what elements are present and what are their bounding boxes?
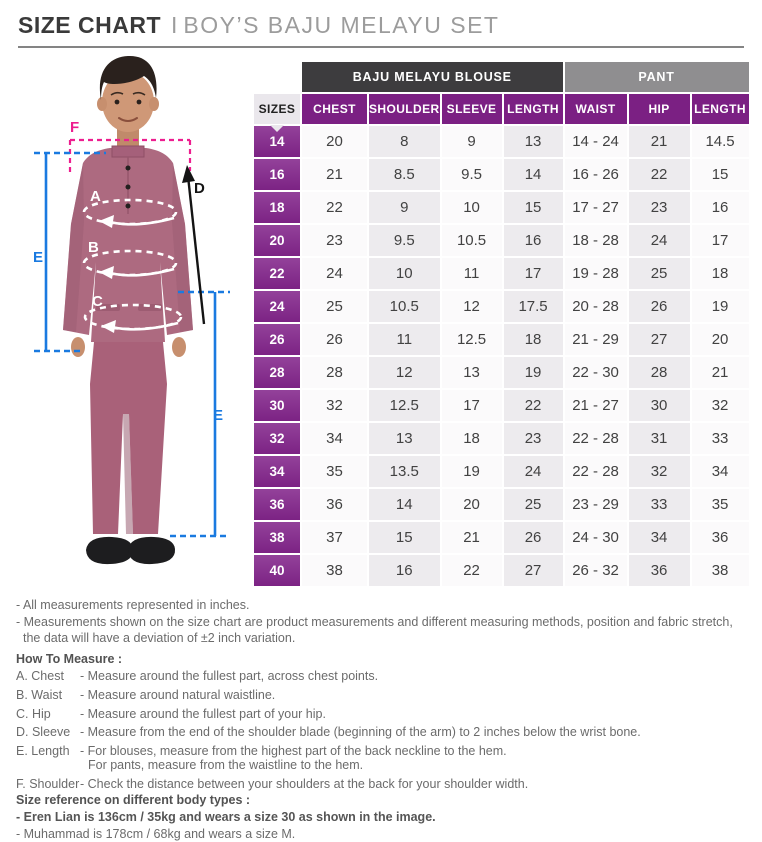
measure-item-label: B. Waist bbox=[16, 687, 63, 702]
value-cell: 23 bbox=[302, 225, 367, 256]
size-reference-line: - Eren Lian is 136cm / 35kg and wears a size 30 as shown in the image. bbox=[16, 809, 436, 824]
value-cell: 18 bbox=[504, 324, 563, 355]
value-cell: 23 bbox=[629, 192, 690, 223]
group-header-spacer bbox=[254, 62, 300, 92]
value-cell: 27 bbox=[629, 324, 690, 355]
shoulder-label: F bbox=[70, 119, 80, 136]
value-cell: 16 - 26 bbox=[565, 159, 627, 190]
value-cell: 32 bbox=[302, 390, 367, 421]
value-cell: 12 bbox=[369, 357, 440, 388]
size-reference-line: - Muhammad is 178cm / 68kg and wears a size M. bbox=[16, 826, 296, 841]
size-table-body bbox=[254, 126, 749, 586]
measure-item bbox=[16, 689, 758, 703]
value-cell: 21 bbox=[302, 159, 367, 190]
hand-right bbox=[172, 337, 186, 357]
column-header: LENGTH bbox=[504, 94, 563, 124]
size-cell: 20 bbox=[254, 225, 300, 256]
value-cell: 21 bbox=[692, 357, 749, 388]
column-header: WAIST bbox=[565, 94, 627, 124]
collar bbox=[112, 146, 144, 157]
table-row bbox=[254, 522, 749, 553]
value-cell: 9 bbox=[369, 192, 440, 223]
value-cell: 36 bbox=[302, 489, 367, 520]
title-main: SIZE CHART bbox=[18, 12, 161, 38]
measure-item-text: - For blouses, measure from the highest part of the back neckline to the hem. For pants, measure from the waistline to the hem. bbox=[80, 744, 507, 772]
value-cell: 18 bbox=[442, 423, 502, 454]
pant-length-label: E bbox=[213, 407, 224, 424]
size-cell: 32 bbox=[254, 423, 300, 454]
value-cell: 22 bbox=[504, 390, 563, 421]
value-cell: 25 bbox=[629, 258, 690, 289]
value-cell: 13 bbox=[369, 423, 440, 454]
value-cell: 26 - 32 bbox=[565, 555, 627, 586]
group-header-pant: PANT bbox=[565, 62, 749, 92]
value-cell: 17.5 bbox=[504, 291, 563, 322]
table-row bbox=[254, 258, 749, 289]
value-cell: 22 bbox=[442, 555, 502, 586]
value-cell: 32 bbox=[692, 390, 749, 421]
size-cell: 36 bbox=[254, 489, 300, 520]
size-reference-heading: Size reference on different body types : bbox=[16, 793, 251, 807]
table-row bbox=[254, 555, 749, 586]
value-cell: 16 bbox=[692, 192, 749, 223]
value-cell: 36 bbox=[629, 555, 690, 586]
value-cell: 37 bbox=[302, 522, 367, 553]
size-cell: 38 bbox=[254, 522, 300, 553]
column-header: CHEST bbox=[302, 94, 367, 124]
value-cell: 22 - 30 bbox=[565, 357, 627, 388]
table-row bbox=[254, 159, 749, 190]
value-cell: 17 bbox=[504, 258, 563, 289]
measure-item-text: - Measure around the fullest part, across chest points. bbox=[80, 669, 379, 683]
size-cell: 40 bbox=[254, 555, 300, 586]
value-cell: 25 bbox=[302, 291, 367, 322]
value-cell: 21 bbox=[442, 522, 502, 553]
column-header: LENGTH bbox=[692, 94, 749, 124]
size-table bbox=[252, 60, 751, 588]
value-cell: 21 - 27 bbox=[565, 390, 627, 421]
sleeve-label: D bbox=[194, 180, 205, 197]
title-subtitle: BOY’S BAJU MELAYU SET bbox=[183, 12, 500, 38]
value-cell: 21 bbox=[629, 126, 690, 157]
value-cell: 15 bbox=[504, 192, 563, 223]
how-to-measure-heading: How To Measure : bbox=[16, 652, 123, 666]
value-cell: 20 bbox=[302, 126, 367, 157]
measure-item-text: - Measure from the end of the shoulder blade (beginning of the arm) to 2 inches below the wrist bone. bbox=[80, 725, 641, 740]
button bbox=[126, 204, 131, 209]
value-cell: 20 bbox=[692, 324, 749, 355]
value-cell: 14 - 24 bbox=[565, 126, 627, 157]
value-cell: 31 bbox=[629, 423, 690, 454]
value-cell: 15 bbox=[369, 522, 440, 553]
blouse-length-label: E bbox=[33, 249, 44, 266]
value-cell: 24 bbox=[504, 456, 563, 487]
button bbox=[126, 185, 131, 190]
value-cell: 38 bbox=[692, 555, 749, 586]
table-row bbox=[254, 225, 749, 256]
value-cell: 19 bbox=[692, 291, 749, 322]
value-cell: 22 - 28 bbox=[565, 456, 627, 487]
measure-item bbox=[16, 745, 758, 773]
value-cell: 22 bbox=[629, 159, 690, 190]
value-cell: 23 - 29 bbox=[565, 489, 627, 520]
value-cell: 26 bbox=[629, 291, 690, 322]
value-cell: 17 - 27 bbox=[565, 192, 627, 223]
value-cell: 30 bbox=[629, 390, 690, 421]
value-cell: 17 bbox=[442, 390, 502, 421]
value-cell: 26 bbox=[302, 324, 367, 355]
group-header-row bbox=[254, 62, 749, 92]
measure-item bbox=[16, 778, 758, 792]
size-cell: 30 bbox=[254, 390, 300, 421]
shoe-right bbox=[128, 537, 175, 564]
value-cell: 8.5 bbox=[369, 159, 440, 190]
value-cell: 20 bbox=[442, 489, 502, 520]
size-cell: 34 bbox=[254, 456, 300, 487]
value-cell: 28 bbox=[629, 357, 690, 388]
how-to-measure-section bbox=[16, 652, 758, 796]
value-cell: 8 bbox=[369, 126, 440, 157]
value-cell: 16 bbox=[369, 555, 440, 586]
measure-item-label: D. Sleeve bbox=[16, 725, 71, 740]
group-header-blouse: BAJU MELAYU BLOUSE bbox=[302, 62, 563, 92]
value-cell: 9.5 bbox=[442, 159, 502, 190]
how-to-measure-list bbox=[16, 670, 758, 791]
measure-item-label: A. Chest bbox=[16, 669, 64, 683]
table-row bbox=[254, 291, 749, 322]
value-cell: 25 bbox=[504, 489, 563, 520]
measure-item-label: E. Length bbox=[16, 744, 70, 758]
value-cell: 33 bbox=[629, 489, 690, 520]
value-cell: 22 bbox=[302, 192, 367, 223]
shoe-left bbox=[86, 537, 133, 564]
value-cell: 34 bbox=[302, 423, 367, 454]
size-cell: 28 bbox=[254, 357, 300, 388]
value-cell: 20 - 28 bbox=[565, 291, 627, 322]
value-cell: 15 bbox=[692, 159, 749, 190]
value-cell: 19 bbox=[504, 357, 563, 388]
size-cell: 26 bbox=[254, 324, 300, 355]
model-figure bbox=[6, 52, 252, 598]
size-cell: 14 bbox=[254, 126, 300, 157]
size-reference-section bbox=[16, 792, 758, 842]
measure-item-label: C. Hip bbox=[16, 706, 51, 721]
value-cell: 9.5 bbox=[369, 225, 440, 256]
value-cell: 24 bbox=[302, 258, 367, 289]
value-cell: 33 bbox=[692, 423, 749, 454]
waist-label: B bbox=[88, 239, 99, 256]
value-cell: 11 bbox=[369, 324, 440, 355]
table-row bbox=[254, 390, 749, 421]
table-row bbox=[254, 489, 749, 520]
measure-item-text: - Check the distance between your shoulders at the back for your shoulder width. bbox=[80, 776, 529, 791]
value-cell: 10 bbox=[369, 258, 440, 289]
value-cell: 16 bbox=[504, 225, 563, 256]
value-cell: 24 bbox=[629, 225, 690, 256]
measure-item-label: F. Shoulder bbox=[16, 776, 80, 791]
measurement-notes bbox=[16, 597, 758, 647]
size-cell: 22 bbox=[254, 258, 300, 289]
column-header: HIP bbox=[629, 94, 690, 124]
value-cell: 10 bbox=[442, 192, 502, 223]
value-cell: 14 bbox=[369, 489, 440, 520]
size-cell: 18 bbox=[254, 192, 300, 223]
button bbox=[126, 166, 131, 171]
measure-item-text: - Measure around natural waistline. bbox=[80, 687, 276, 702]
value-cell: 18 bbox=[692, 258, 749, 289]
note-line: - All measurements represented in inches. bbox=[16, 598, 250, 612]
eye-right bbox=[137, 100, 142, 105]
value-cell: 9 bbox=[442, 126, 502, 157]
value-cell: 35 bbox=[302, 456, 367, 487]
value-cell: 13 bbox=[442, 357, 502, 388]
column-header: SLEEVE bbox=[442, 94, 502, 124]
table-row bbox=[254, 357, 749, 388]
boy-illustration bbox=[6, 52, 252, 598]
table-row bbox=[254, 324, 749, 355]
value-cell: 19 - 28 bbox=[565, 258, 627, 289]
value-cell: 14 bbox=[504, 159, 563, 190]
value-cell: 23 bbox=[504, 423, 563, 454]
ear-left bbox=[97, 97, 107, 111]
note-line: the data will have a deviation of ±2 inch variation. bbox=[23, 631, 296, 645]
title-separator: I bbox=[171, 12, 178, 38]
value-cell: 18 - 28 bbox=[565, 225, 627, 256]
value-cell: 24 - 30 bbox=[565, 522, 627, 553]
size-cell: 24 bbox=[254, 291, 300, 322]
column-header: SHOULDER bbox=[369, 94, 440, 124]
size-cell: 16 bbox=[254, 159, 300, 190]
sizes-corner-cell: SIZES bbox=[254, 94, 300, 124]
page-title bbox=[18, 12, 499, 39]
hip-label: C bbox=[92, 293, 103, 310]
value-cell: 38 bbox=[302, 555, 367, 586]
value-cell: 12.5 bbox=[442, 324, 502, 355]
measure-item bbox=[16, 670, 758, 684]
table-row bbox=[254, 423, 749, 454]
eye-left bbox=[115, 100, 120, 105]
ear-right bbox=[149, 97, 159, 111]
value-cell: 12.5 bbox=[369, 390, 440, 421]
value-cell: 27 bbox=[504, 555, 563, 586]
value-cell: 11 bbox=[442, 258, 502, 289]
measure-item bbox=[16, 708, 758, 722]
value-cell: 32 bbox=[629, 456, 690, 487]
value-cell: 17 bbox=[692, 225, 749, 256]
measure-item bbox=[16, 726, 758, 740]
size-table-container bbox=[252, 60, 751, 588]
value-cell: 21 - 29 bbox=[565, 324, 627, 355]
value-cell: 35 bbox=[692, 489, 749, 520]
value-cell: 34 bbox=[692, 456, 749, 487]
table-row bbox=[254, 456, 749, 487]
measure-item-text: - Measure around the fullest part of your hip. bbox=[80, 706, 326, 721]
note-line: - Measurements shown on the size chart are product measurements and different measuring methods, position and fabric stretch, bbox=[16, 614, 733, 629]
value-cell: 34 bbox=[629, 522, 690, 553]
value-cell: 13 bbox=[504, 126, 563, 157]
size-reference-list bbox=[16, 809, 758, 842]
value-cell: 13.5 bbox=[369, 456, 440, 487]
value-cell: 26 bbox=[504, 522, 563, 553]
value-cell: 36 bbox=[692, 522, 749, 553]
table-row bbox=[254, 126, 749, 157]
value-cell: 12 bbox=[442, 291, 502, 322]
value-cell: 28 bbox=[302, 357, 367, 388]
value-cell: 14.5 bbox=[692, 126, 749, 157]
value-cell: 22 - 28 bbox=[565, 423, 627, 454]
value-cell: 10.5 bbox=[369, 291, 440, 322]
value-cell: 10.5 bbox=[442, 225, 502, 256]
hand-left bbox=[71, 337, 85, 357]
table-row bbox=[254, 192, 749, 223]
value-cell: 19 bbox=[442, 456, 502, 487]
chest-label: A bbox=[90, 188, 101, 205]
title-underline bbox=[18, 46, 744, 48]
column-header-row bbox=[254, 94, 749, 124]
